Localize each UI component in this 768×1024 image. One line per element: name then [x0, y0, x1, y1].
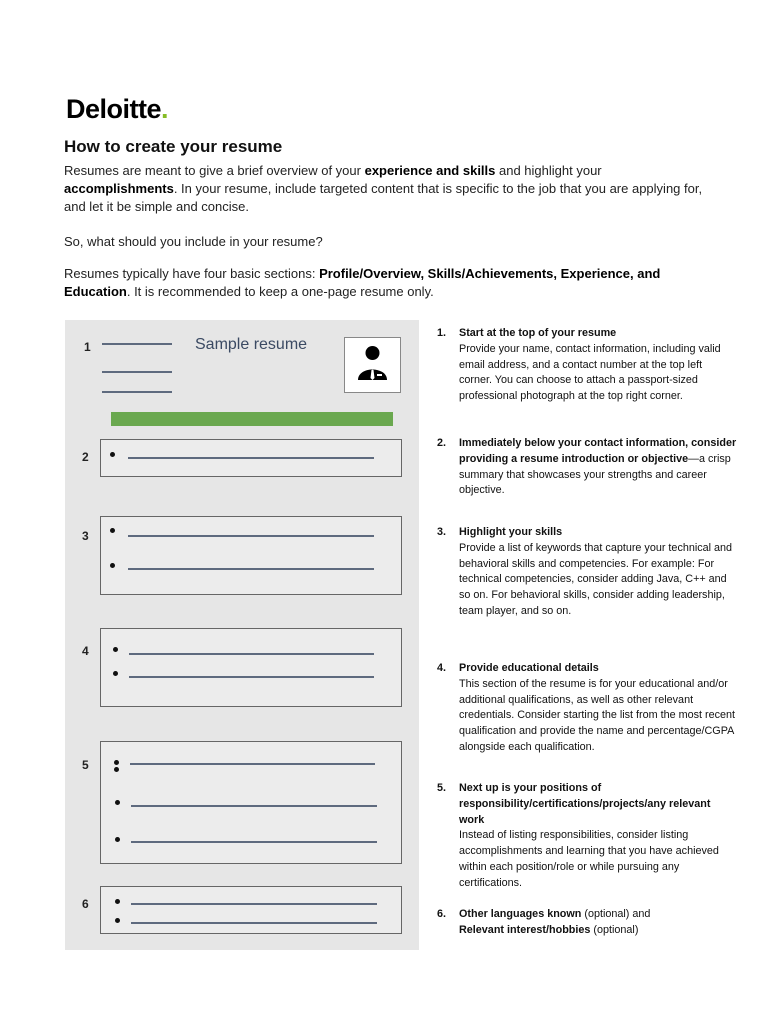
step-item [437, 436, 737, 499]
placeholder-line [129, 676, 374, 678]
page-title: How to create your resume [64, 137, 283, 156]
sections-text: . It is recommended to keep a one-page resume only. [126, 284, 434, 299]
bullet [113, 647, 118, 652]
section-box [100, 628, 402, 707]
deloitte-logo [66, 94, 168, 125]
step-title: Start at the top of your resume [459, 327, 617, 339]
step-title: Next up is your positions of responsibility/certifications/projects/any relevant work [459, 782, 711, 826]
sample-resume-title: Sample resume [195, 336, 308, 353]
logo-text: Deloitte [66, 94, 162, 124]
sections-bold: Profile/Overview, Skills/Achievements, Experience, and Education [64, 266, 661, 299]
sections-text: Resumes typically have four basic sections: [64, 266, 320, 281]
step-item [437, 907, 737, 939]
placeholder-line [128, 535, 374, 537]
section-box [100, 741, 402, 864]
bullet [113, 671, 118, 676]
intro-bold: experience and skills [364, 163, 496, 178]
step-title: Immediately below your contact information, consider providing a resume introduction or objective [459, 437, 737, 465]
step-description: Provide a list of keywords that capture your technical and behavioral skills and competencies. For example: For technical competencies, consider adding Java, C++ and so on. For behavioral skills, consider adding leadership, [459, 541, 733, 602]
step-item [437, 781, 737, 892]
step-item [437, 525, 737, 620]
section-number: 6 [82, 897, 89, 911]
bullet [114, 760, 119, 765]
intro-bold: accomplishments [64, 181, 174, 196]
section-box [100, 886, 402, 934]
step-description: Instead of listing responsibilities, consider listing accomplishments and learning that you have achieved within each position/role or while pursuing any certifications. [459, 829, 719, 889]
step-number: 6. [437, 908, 447, 920]
step-number: 1. [437, 327, 447, 339]
section-number: 2 [82, 450, 89, 464]
person-icon [345, 338, 400, 392]
divider-bar [111, 412, 393, 426]
step-description: —a crisp summary that showcases your strengths and career objective. [459, 452, 731, 497]
placeholder-line [130, 763, 375, 765]
placeholder-line [131, 841, 377, 843]
step-number: 2. [437, 437, 447, 449]
section-box [100, 516, 402, 595]
bullet [115, 899, 120, 904]
section-number: 5 [82, 758, 89, 772]
section-number: 4 [82, 644, 89, 658]
photo-placeholder [344, 337, 401, 393]
step-description: (optional) and [581, 908, 651, 920]
step-number: 5. [437, 782, 447, 794]
bullet [110, 528, 115, 533]
step-description: (optional) [590, 923, 639, 936]
placeholder-line [102, 391, 172, 393]
step-description: team player, and so on. [459, 604, 572, 617]
placeholder-line [131, 805, 377, 807]
intro-question: So, what should you include in your resume? [64, 234, 323, 249]
placeholder-line [128, 457, 374, 459]
bullet [110, 452, 115, 457]
section-number: 3 [82, 529, 89, 543]
step-number: 3. [437, 526, 447, 538]
step-title: Highlight your skills [459, 526, 563, 538]
step-title: Other languages known [459, 908, 582, 920]
section-box [100, 439, 402, 477]
bullet [114, 767, 119, 772]
intro-paragraph [64, 162, 704, 216]
placeholder-line [129, 653, 374, 655]
sections-paragraph [64, 265, 704, 301]
step-description: This section of the resume is for your educational and/or additional qualifications, as well as other relevant credentials. Consider starting the list from the most recent qualification and provide the name and percentage/CGPA alongside each qualification. [459, 677, 736, 753]
step-description: Provide your name, contact information, including valid email address, and a contact number at the top left corner. You can choose to attach a passport-sized professional photograph at the top right corner. [459, 342, 721, 403]
logo-dot: . [161, 94, 169, 124]
placeholder-line [131, 922, 377, 924]
bullet [115, 918, 120, 923]
step-item [437, 661, 737, 756]
intro-text: and highlight your [495, 163, 602, 178]
step-item [437, 326, 737, 405]
placeholder-line [131, 903, 377, 905]
intro-text: . In your resume, include targeted content that is specific to the job that you are applying for, and let it be simple and concise. [64, 181, 703, 214]
step-title: Relevant interest/hobbies [459, 923, 591, 936]
bullet [115, 837, 120, 842]
placeholder-line [102, 343, 172, 345]
bullet [110, 563, 115, 568]
placeholder-line [102, 371, 172, 373]
intro-text: Resumes are meant to give a brief overview of your [64, 163, 365, 178]
bullet [115, 800, 120, 805]
step-number: 4. [437, 662, 447, 674]
sample-resume-diagram [65, 320, 419, 950]
section-number: 1 [84, 340, 91, 354]
step-title: Provide educational details [459, 662, 599, 674]
placeholder-line [128, 568, 374, 570]
